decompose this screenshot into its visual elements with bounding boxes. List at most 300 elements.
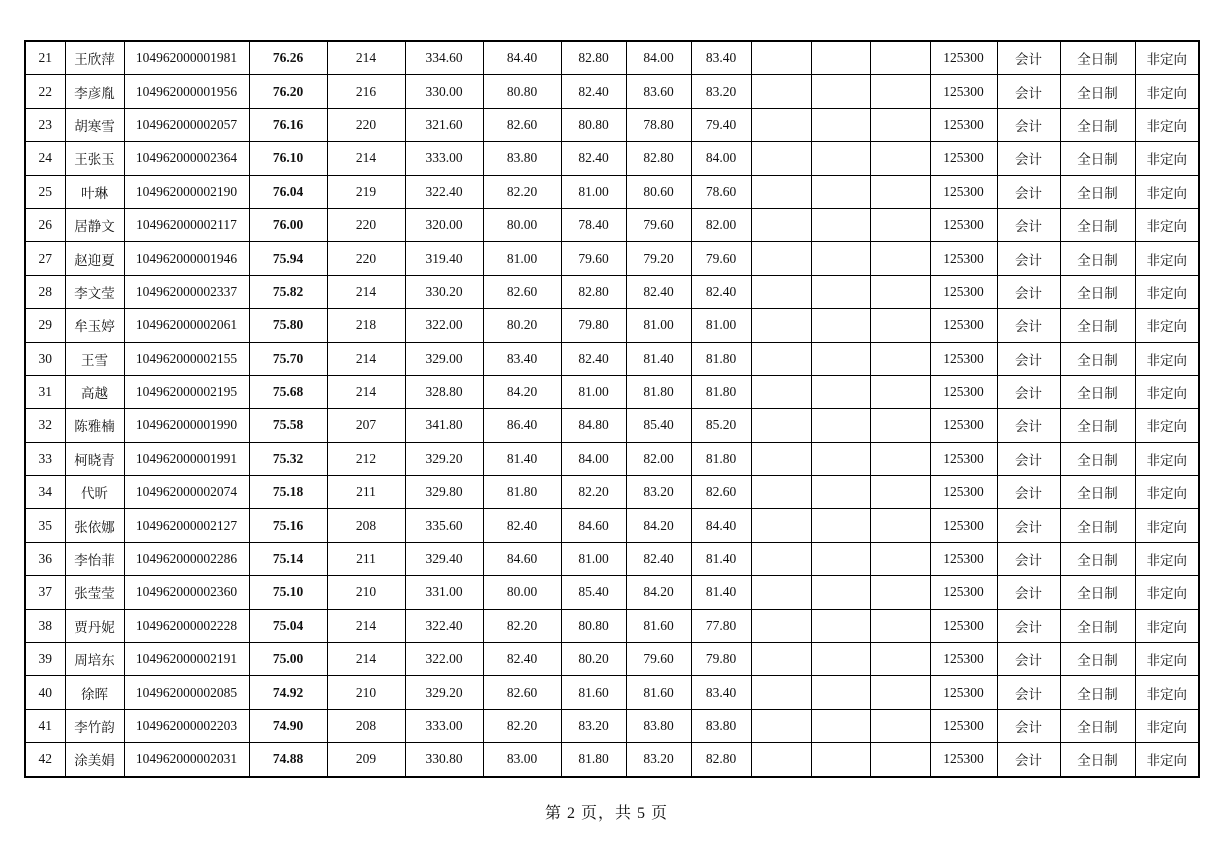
cell-col-13 [870,275,930,308]
cell-rank: 39 [25,643,65,676]
cell-major-name: 会计 [997,75,1060,108]
cell-orientation: 非定向 [1135,442,1199,475]
cell-col-5: 214 [327,41,405,75]
cell-orientation: 非定向 [1135,576,1199,609]
cell-major-name: 会计 [997,409,1060,442]
cell-name: 涂美娟 [65,743,124,777]
cell-col-5: 220 [327,108,405,141]
table-row [25,576,1199,609]
cell-orientation: 非定向 [1135,509,1199,542]
cell-col-5: 209 [327,743,405,777]
cell-col-6: 329.20 [405,442,483,475]
cell-col-12 [811,709,870,742]
cell-rank: 36 [25,542,65,575]
cell-exam-id: 104962000001981 [124,41,249,75]
cell-col-8: 78.40 [561,208,626,241]
cell-col-12 [811,643,870,676]
cell-name: 居静文 [65,208,124,241]
cell-col-8: 81.80 [561,743,626,777]
cell-col-11 [751,676,811,709]
cell-col-11 [751,375,811,408]
cell-col-11 [751,142,811,175]
cell-exam-id: 104962000002155 [124,342,249,375]
cell-study-mode: 全日制 [1060,309,1135,342]
cell-total-score: 75.82 [249,275,327,308]
cell-col-5: 214 [327,643,405,676]
cell-name: 李竹韵 [65,709,124,742]
cell-col-7: 80.80 [483,75,561,108]
cell-major-code: 125300 [930,643,997,676]
cell-major-code: 125300 [930,208,997,241]
cell-total-score: 76.10 [249,142,327,175]
cell-major-code: 125300 [930,75,997,108]
cell-col-5: 214 [327,275,405,308]
cell-col-12 [811,509,870,542]
cell-col-12 [811,442,870,475]
cell-col-11 [751,576,811,609]
cell-col-6: 322.00 [405,309,483,342]
cell-col-8: 82.40 [561,142,626,175]
cell-col-6: 328.80 [405,375,483,408]
cell-rank: 25 [25,175,65,208]
cell-exam-id: 104962000002337 [124,275,249,308]
cell-col-13 [870,342,930,375]
cell-rank: 40 [25,676,65,709]
cell-col-6: 319.40 [405,242,483,275]
cell-name: 柯晓青 [65,442,124,475]
cell-major-code: 125300 [930,41,997,75]
cell-col-5: 220 [327,242,405,275]
cell-total-score: 76.16 [249,108,327,141]
cell-orientation: 非定向 [1135,142,1199,175]
cell-col-13 [870,709,930,742]
cell-col-11 [751,342,811,375]
cell-col-6: 329.20 [405,676,483,709]
cell-col-6: 335.60 [405,509,483,542]
cell-col-10: 83.40 [691,41,751,75]
cell-total-score: 75.70 [249,342,327,375]
cell-col-6: 334.60 [405,41,483,75]
cell-col-13 [870,409,930,442]
cell-col-6: 322.40 [405,175,483,208]
cell-total-score: 76.00 [249,208,327,241]
cell-col-13 [870,643,930,676]
cell-name: 贾丹妮 [65,609,124,642]
cell-total-score: 74.90 [249,709,327,742]
table-row [25,743,1199,777]
cell-name: 代昕 [65,476,124,509]
cell-name: 王欣萍 [65,41,124,75]
cell-col-7: 81.40 [483,442,561,475]
cell-total-score: 75.68 [249,375,327,408]
cell-col-8: 82.80 [561,275,626,308]
cell-col-9: 81.00 [626,309,691,342]
cell-rank: 42 [25,743,65,777]
table-row [25,542,1199,575]
cell-col-10: 78.60 [691,175,751,208]
cell-col-12 [811,409,870,442]
cell-col-7: 82.20 [483,609,561,642]
cell-col-11 [751,743,811,777]
cell-rank: 38 [25,609,65,642]
cell-total-score: 75.58 [249,409,327,442]
cell-col-11 [751,542,811,575]
cell-col-7: 83.40 [483,342,561,375]
cell-study-mode: 全日制 [1060,375,1135,408]
cell-col-8: 79.60 [561,242,626,275]
cell-exam-id: 104962000002190 [124,175,249,208]
cell-rank: 24 [25,142,65,175]
cell-col-10: 79.60 [691,242,751,275]
cell-exam-id: 104962000002085 [124,676,249,709]
cell-major-name: 会计 [997,175,1060,208]
cell-major-name: 会计 [997,743,1060,777]
cell-col-6: 322.00 [405,643,483,676]
cell-total-score: 75.14 [249,542,327,575]
cell-col-13 [870,576,930,609]
cell-study-mode: 全日制 [1060,409,1135,442]
cell-col-13 [870,676,930,709]
cell-col-7: 82.20 [483,709,561,742]
cell-orientation: 非定向 [1135,342,1199,375]
table-row [25,409,1199,442]
cell-col-8: 82.80 [561,41,626,75]
table-row [25,175,1199,208]
cell-col-13 [870,208,930,241]
cell-col-7: 80.20 [483,309,561,342]
cell-rank: 35 [25,509,65,542]
cell-name: 赵迎夏 [65,242,124,275]
cell-study-mode: 全日制 [1060,576,1135,609]
results-table [24,40,1200,778]
cell-col-9: 81.60 [626,609,691,642]
cell-col-9: 81.60 [626,676,691,709]
cell-col-10: 81.40 [691,576,751,609]
cell-exam-id: 104962000002127 [124,509,249,542]
cell-col-8: 81.00 [561,175,626,208]
cell-col-8: 83.20 [561,709,626,742]
cell-study-mode: 全日制 [1060,476,1135,509]
cell-col-9: 83.60 [626,75,691,108]
cell-exam-id: 104962000002195 [124,375,249,408]
cell-col-13 [870,309,930,342]
cell-col-6: 322.40 [405,609,483,642]
cell-orientation: 非定向 [1135,709,1199,742]
cell-major-code: 125300 [930,542,997,575]
cell-col-8: 82.40 [561,75,626,108]
cell-exam-id: 104962000002031 [124,743,249,777]
cell-major-name: 会计 [997,442,1060,475]
cell-col-5: 208 [327,509,405,542]
cell-exam-id: 104962000002057 [124,108,249,141]
cell-col-5: 211 [327,476,405,509]
cell-study-mode: 全日制 [1060,208,1135,241]
cell-exam-id: 104962000002286 [124,542,249,575]
cell-col-9: 84.20 [626,509,691,542]
cell-col-12 [811,208,870,241]
cell-major-name: 会计 [997,643,1060,676]
cell-col-11 [751,509,811,542]
cell-col-10: 83.20 [691,75,751,108]
cell-col-12 [811,75,870,108]
cell-col-7: 82.40 [483,509,561,542]
cell-exam-id: 104962000002203 [124,709,249,742]
cell-col-7: 82.40 [483,643,561,676]
cell-col-13 [870,609,930,642]
cell-name: 王张玉 [65,142,124,175]
cell-col-5: 211 [327,542,405,575]
cell-col-8: 84.00 [561,442,626,475]
cell-col-5: 214 [327,342,405,375]
cell-orientation: 非定向 [1135,309,1199,342]
cell-name: 李文莹 [65,275,124,308]
cell-exam-id: 104962000002074 [124,476,249,509]
cell-major-name: 会计 [997,576,1060,609]
cell-col-12 [811,275,870,308]
cell-col-12 [811,743,870,777]
cell-col-10: 81.80 [691,342,751,375]
cell-rank: 23 [25,108,65,141]
cell-study-mode: 全日制 [1060,142,1135,175]
cell-col-9: 82.40 [626,275,691,308]
cell-orientation: 非定向 [1135,75,1199,108]
cell-col-9: 78.80 [626,108,691,141]
cell-major-name: 会计 [997,142,1060,175]
cell-study-mode: 全日制 [1060,41,1135,75]
cell-major-code: 125300 [930,108,997,141]
cell-exam-id: 104962000002191 [124,643,249,676]
cell-col-11 [751,309,811,342]
table-row [25,275,1199,308]
cell-col-9: 79.60 [626,643,691,676]
cell-rank: 41 [25,709,65,742]
table-row [25,342,1199,375]
cell-col-5: 218 [327,309,405,342]
cell-col-7: 80.00 [483,576,561,609]
cell-major-code: 125300 [930,709,997,742]
cell-total-score: 75.80 [249,309,327,342]
cell-col-9: 81.40 [626,342,691,375]
cell-study-mode: 全日制 [1060,609,1135,642]
cell-rank: 30 [25,342,65,375]
cell-col-10: 81.80 [691,442,751,475]
cell-major-code: 125300 [930,576,997,609]
cell-col-12 [811,375,870,408]
cell-col-13 [870,509,930,542]
cell-col-5: 210 [327,676,405,709]
cell-total-score: 76.20 [249,75,327,108]
cell-col-8: 81.00 [561,542,626,575]
cell-col-7: 84.40 [483,41,561,75]
cell-col-11 [751,643,811,676]
cell-col-7: 84.60 [483,542,561,575]
cell-major-name: 会计 [997,242,1060,275]
cell-col-12 [811,175,870,208]
cell-col-7: 86.40 [483,409,561,442]
table-row [25,208,1199,241]
cell-col-10: 81.00 [691,309,751,342]
results-table-container [24,40,1200,778]
cell-col-5: 214 [327,375,405,408]
cell-major-name: 会计 [997,41,1060,75]
cell-orientation: 非定向 [1135,375,1199,408]
cell-major-name: 会计 [997,709,1060,742]
cell-col-9: 85.40 [626,409,691,442]
cell-name: 陈雅楠 [65,409,124,442]
cell-col-13 [870,442,930,475]
cell-orientation: 非定向 [1135,676,1199,709]
cell-col-10: 82.40 [691,275,751,308]
cell-rank: 33 [25,442,65,475]
cell-col-5: 214 [327,609,405,642]
cell-total-score: 74.88 [249,743,327,777]
cell-name: 高越 [65,375,124,408]
cell-major-code: 125300 [930,676,997,709]
cell-col-13 [870,75,930,108]
cell-col-9: 79.60 [626,208,691,241]
cell-col-13 [870,41,930,75]
cell-col-13 [870,175,930,208]
cell-col-8: 81.00 [561,375,626,408]
cell-rank: 26 [25,208,65,241]
cell-col-13 [870,142,930,175]
cell-total-score: 76.26 [249,41,327,75]
cell-study-mode: 全日制 [1060,175,1135,208]
cell-rank: 29 [25,309,65,342]
cell-col-5: 214 [327,142,405,175]
cell-exam-id: 104962000001991 [124,442,249,475]
table-row [25,41,1199,75]
cell-col-10: 84.00 [691,142,751,175]
cell-col-8: 79.80 [561,309,626,342]
cell-col-11 [751,175,811,208]
cell-name: 王雪 [65,342,124,375]
cell-total-score: 75.94 [249,242,327,275]
cell-major-name: 会计 [997,509,1060,542]
cell-col-5: 207 [327,409,405,442]
cell-col-12 [811,342,870,375]
cell-name: 牟玉婷 [65,309,124,342]
cell-total-score: 75.32 [249,442,327,475]
cell-col-10: 84.40 [691,509,751,542]
cell-major-code: 125300 [930,342,997,375]
cell-col-13 [870,743,930,777]
cell-orientation: 非定向 [1135,242,1199,275]
cell-name: 徐晖 [65,676,124,709]
cell-col-6: 320.00 [405,208,483,241]
cell-col-5: 210 [327,576,405,609]
cell-col-7: 82.60 [483,108,561,141]
cell-col-12 [811,542,870,575]
cell-col-10: 83.40 [691,676,751,709]
cell-col-10: 82.00 [691,208,751,241]
table-body [25,41,1199,777]
cell-name: 周培东 [65,643,124,676]
cell-col-13 [870,542,930,575]
cell-col-6: 333.00 [405,142,483,175]
cell-rank: 21 [25,41,65,75]
table-row [25,676,1199,709]
table-row [25,709,1199,742]
cell-rank: 31 [25,375,65,408]
cell-col-7: 84.20 [483,375,561,408]
table-row [25,609,1199,642]
table-row [25,108,1199,141]
cell-col-9: 82.80 [626,142,691,175]
cell-orientation: 非定向 [1135,476,1199,509]
cell-col-10: 85.20 [691,409,751,442]
cell-col-6: 329.40 [405,542,483,575]
cell-major-code: 125300 [930,242,997,275]
cell-exam-id: 104962000002061 [124,309,249,342]
cell-col-11 [751,75,811,108]
cell-col-13 [870,476,930,509]
cell-orientation: 非定向 [1135,41,1199,75]
cell-orientation: 非定向 [1135,275,1199,308]
cell-col-11 [751,409,811,442]
cell-col-10: 83.80 [691,709,751,742]
cell-major-code: 125300 [930,743,997,777]
cell-col-13 [870,375,930,408]
cell-col-6: 329.00 [405,342,483,375]
cell-col-11 [751,275,811,308]
cell-study-mode: 全日制 [1060,509,1135,542]
cell-col-10: 81.80 [691,375,751,408]
cell-exam-id: 104962000001990 [124,409,249,442]
cell-rank: 22 [25,75,65,108]
cell-study-mode: 全日制 [1060,275,1135,308]
cell-col-7: 81.00 [483,242,561,275]
cell-study-mode: 全日制 [1060,242,1135,275]
cell-study-mode: 全日制 [1060,743,1135,777]
cell-study-mode: 全日制 [1060,442,1135,475]
cell-col-12 [811,142,870,175]
cell-col-11 [751,108,811,141]
cell-col-10: 77.80 [691,609,751,642]
cell-total-score: 75.18 [249,476,327,509]
cell-exam-id: 104962000002364 [124,142,249,175]
cell-major-code: 125300 [930,509,997,542]
cell-col-6: 329.80 [405,476,483,509]
cell-col-5: 219 [327,175,405,208]
table-row [25,242,1199,275]
cell-major-name: 会计 [997,676,1060,709]
cell-col-9: 82.00 [626,442,691,475]
cell-col-12 [811,41,870,75]
cell-col-6: 341.80 [405,409,483,442]
cell-total-score: 76.04 [249,175,327,208]
cell-total-score: 75.16 [249,509,327,542]
cell-col-10: 82.80 [691,743,751,777]
cell-col-11 [751,476,811,509]
cell-orientation: 非定向 [1135,208,1199,241]
cell-study-mode: 全日制 [1060,342,1135,375]
cell-study-mode: 全日制 [1060,709,1135,742]
cell-major-name: 会计 [997,275,1060,308]
cell-col-7: 83.80 [483,142,561,175]
cell-major-name: 会计 [997,375,1060,408]
cell-rank: 27 [25,242,65,275]
cell-col-5: 216 [327,75,405,108]
cell-col-10: 82.60 [691,476,751,509]
cell-col-9: 81.80 [626,375,691,408]
cell-major-name: 会计 [997,309,1060,342]
cell-col-13 [870,108,930,141]
cell-major-name: 会计 [997,609,1060,642]
cell-major-name: 会计 [997,342,1060,375]
cell-total-score: 74.92 [249,676,327,709]
cell-major-code: 125300 [930,275,997,308]
